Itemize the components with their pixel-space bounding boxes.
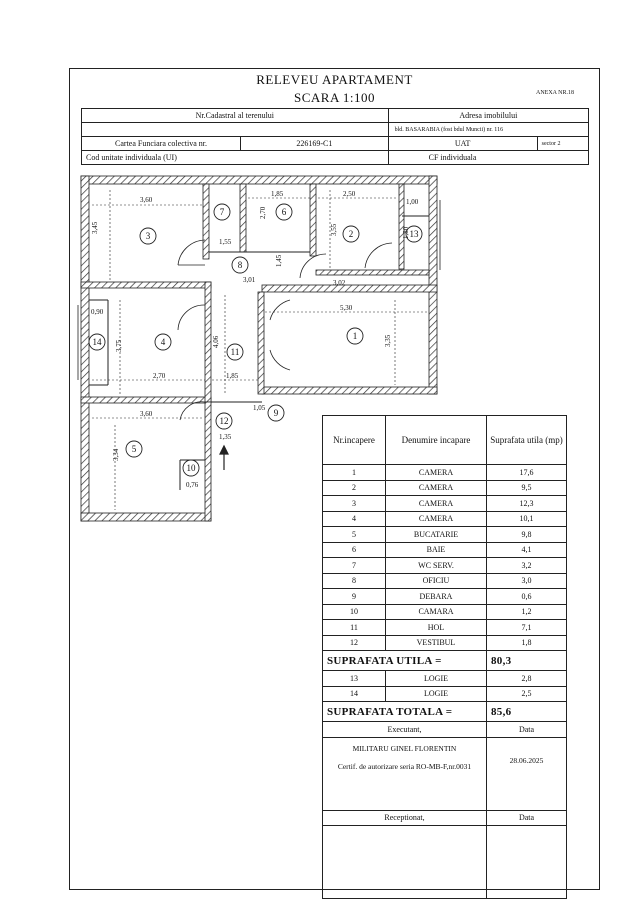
totala-label: SUPRAFATA TOTALA = bbox=[323, 702, 487, 722]
row-nr: 10 bbox=[323, 604, 386, 620]
carte-value: 226169-C1 bbox=[241, 137, 389, 151]
row-area: 12,3 bbox=[487, 496, 567, 512]
row-area: 9,8 bbox=[487, 527, 567, 543]
cod-label: Cod unitate individuala (UI) bbox=[82, 151, 389, 165]
dim-label: 3,34 bbox=[112, 448, 120, 461]
dim-label: 1,00 bbox=[406, 198, 419, 206]
row-name: OFICIU bbox=[386, 573, 487, 589]
receptionat-data-label: Data bbox=[487, 810, 567, 826]
dim-label: 1,05 bbox=[253, 404, 266, 412]
receptionat-date bbox=[487, 826, 567, 899]
rooms-table bbox=[322, 415, 567, 899]
row-area: 1,8 bbox=[487, 635, 567, 651]
row-nr: 1 bbox=[323, 465, 386, 481]
dim-label: 0,90 bbox=[91, 308, 104, 316]
row-area: 0,6 bbox=[487, 589, 567, 605]
room-number-14: 14 bbox=[92, 337, 102, 347]
executant-label: Executant, bbox=[323, 722, 487, 738]
table-row bbox=[323, 686, 567, 702]
total-utila-row bbox=[323, 651, 567, 671]
dim-label: 1,85 bbox=[226, 372, 239, 380]
totala-value: 85,6 bbox=[487, 702, 567, 722]
dim-label: 1,45 bbox=[275, 254, 283, 267]
row-nr: 14 bbox=[323, 686, 386, 702]
dim-label: 1,80 bbox=[402, 226, 410, 239]
row-name: CAMERA bbox=[386, 480, 487, 496]
row-nr: 2 bbox=[323, 480, 386, 496]
row-nr: 3 bbox=[323, 496, 386, 512]
executant-name: MILITARU GINEL FLORENTIN bbox=[352, 743, 457, 753]
table-row bbox=[323, 465, 567, 481]
executant-info bbox=[323, 737, 487, 810]
executant-data-label: Data bbox=[487, 722, 567, 738]
address-label: Adresa imobilului bbox=[388, 109, 588, 123]
dim-label: 2,50 bbox=[343, 190, 356, 198]
col-header-name: Denumire incapare bbox=[386, 416, 487, 465]
col-header-area: Suprafata utila (mp) bbox=[487, 416, 567, 465]
row-name: VESTIBUL bbox=[386, 635, 487, 651]
room-number-2: 2 bbox=[348, 229, 354, 239]
room-number-4: 4 bbox=[160, 337, 166, 347]
utila-value: 80,3 bbox=[487, 651, 567, 671]
room-number-13: 13 bbox=[409, 229, 419, 239]
executant-cert: Certif. de autorizare seria RO-MB-F,nr.0031 bbox=[337, 761, 472, 771]
row-area: 2,8 bbox=[487, 671, 567, 687]
row-name: LOGIE bbox=[386, 671, 487, 687]
table-row bbox=[323, 671, 567, 687]
row-name: LOGIE bbox=[386, 686, 487, 702]
entrance-arrow-icon bbox=[220, 446, 228, 470]
annex-label: ANEXA NR.18 bbox=[536, 90, 575, 96]
table-row bbox=[323, 573, 567, 589]
row-area: 9,5 bbox=[487, 480, 567, 496]
table-row bbox=[323, 480, 567, 496]
col-header-nr: Nr.incapere bbox=[323, 416, 386, 465]
dim-label: 3,55 bbox=[330, 223, 338, 236]
row-area: 4,1 bbox=[487, 542, 567, 558]
table-row bbox=[323, 635, 567, 651]
row-area: 1,2 bbox=[487, 604, 567, 620]
room-number-9: 9 bbox=[273, 408, 279, 418]
table-row bbox=[323, 496, 567, 512]
executant-date: 28.06.2025 bbox=[487, 737, 567, 810]
row-name: DEBARA bbox=[386, 589, 487, 605]
document-title: RELEVEU APARTAMENT bbox=[256, 72, 413, 87]
row-area: 7,1 bbox=[487, 620, 567, 636]
cadastral-label: Nr.Cadastral al terenului bbox=[82, 109, 389, 123]
dim-label: 2,70 bbox=[259, 206, 267, 219]
carte-label: Cartea Funciara colectiva nr. bbox=[82, 137, 241, 151]
row-area: 10,1 bbox=[487, 511, 567, 527]
row-nr: 12 bbox=[323, 635, 386, 651]
cf-label: CF individuala bbox=[388, 151, 588, 165]
row-nr: 4 bbox=[323, 511, 386, 527]
room-number-1: 1 bbox=[352, 331, 358, 341]
uat-label: UAT bbox=[388, 137, 537, 151]
table-row bbox=[323, 589, 567, 605]
row-nr: 6 bbox=[323, 542, 386, 558]
dim-label: 5,30 bbox=[340, 304, 353, 312]
row-nr: 13 bbox=[323, 671, 386, 687]
dim-label: 3,75 bbox=[115, 339, 123, 352]
room-number-10: 10 bbox=[186, 463, 196, 473]
row-name: CAMERA bbox=[386, 465, 487, 481]
dim-label: 1,85 bbox=[271, 190, 284, 198]
room-number-3: 3 bbox=[145, 231, 151, 241]
row-area: 2,5 bbox=[487, 686, 567, 702]
table-row bbox=[323, 542, 567, 558]
dim-label: 3,02 bbox=[333, 279, 346, 287]
address-value: bld. BASARABIA (fost bdul Muncii) nr. 116 bbox=[388, 123, 588, 137]
document-scale: SCARA 1:100 bbox=[294, 90, 375, 105]
dim-label: 3,45 bbox=[91, 221, 99, 234]
dim-label: 3,60 bbox=[140, 410, 153, 418]
row-name: CAMERA bbox=[386, 511, 487, 527]
row-name: BAIE bbox=[386, 542, 487, 558]
row-area: 3,0 bbox=[487, 573, 567, 589]
table-row bbox=[323, 620, 567, 636]
row-name: CAMERA bbox=[386, 496, 487, 512]
receptionat-label: Receptionat, bbox=[323, 810, 487, 826]
row-nr: 7 bbox=[323, 558, 386, 574]
room-number-5: 5 bbox=[131, 444, 137, 454]
room-number-6: 6 bbox=[281, 207, 287, 217]
row-nr: 5 bbox=[323, 527, 386, 543]
table-row bbox=[323, 604, 567, 620]
dim-label: 0,76 bbox=[186, 481, 199, 489]
dim-label: 1,35 bbox=[219, 433, 232, 441]
row-name: CAMARA bbox=[386, 604, 487, 620]
room-number-7: 7 bbox=[219, 207, 225, 217]
room-number-8: 8 bbox=[237, 260, 243, 270]
table-row bbox=[323, 511, 567, 527]
row-nr: 9 bbox=[323, 589, 386, 605]
row-name: WC SERV. bbox=[386, 558, 487, 574]
row-name: HOL bbox=[386, 620, 487, 636]
room-number-12: 12 bbox=[219, 416, 229, 426]
receptionat-signature bbox=[323, 826, 487, 899]
row-name: BUCATARIE bbox=[386, 527, 487, 543]
total-totala-row bbox=[323, 702, 567, 722]
dim-label: 3,35 bbox=[384, 334, 392, 347]
dim-label: 2,70 bbox=[153, 372, 166, 380]
row-nr: 8 bbox=[323, 573, 386, 589]
table-row bbox=[323, 558, 567, 574]
utila-label: SUPRAFATA UTILA = bbox=[323, 651, 487, 671]
table-row bbox=[323, 527, 567, 543]
room-number-11: 11 bbox=[230, 347, 240, 357]
row-area: 17,6 bbox=[487, 465, 567, 481]
uat-value: sector 2 bbox=[537, 137, 588, 151]
dim-label: 3,01 bbox=[243, 276, 256, 284]
dim-label: 3,60 bbox=[140, 196, 153, 204]
dim-label: 4,06 bbox=[212, 335, 220, 348]
row-nr: 11 bbox=[323, 620, 386, 636]
dim-label: 1,55 bbox=[219, 238, 232, 246]
row-area: 3,2 bbox=[487, 558, 567, 574]
